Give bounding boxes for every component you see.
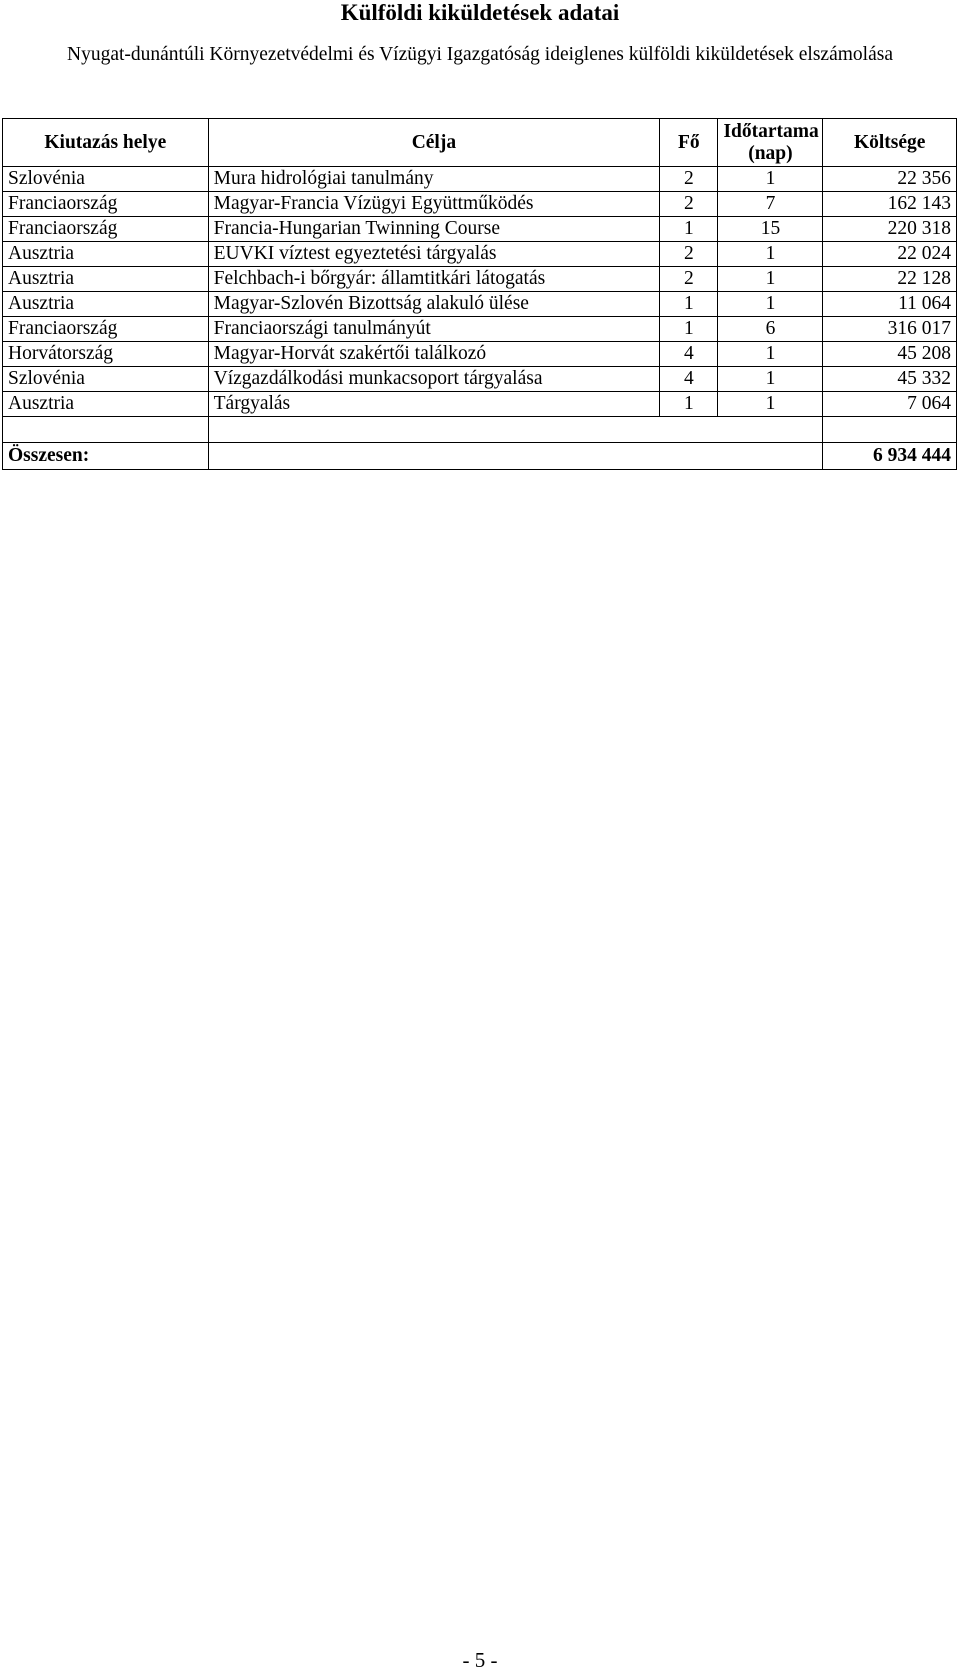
cell-purpose: Tárgyalás: [208, 392, 660, 417]
cell-cost: 220 318: [823, 217, 957, 242]
cell-people: 4: [660, 342, 718, 367]
cell-days: 7: [718, 192, 823, 217]
header-people: Fő: [660, 119, 718, 167]
cell-purpose: Magyar-Szlovén Bizottság alakuló ülése: [208, 292, 660, 317]
cell-cost: 22 356: [823, 167, 957, 192]
cell-cost: 45 332: [823, 367, 957, 392]
table-row: [3, 392, 957, 417]
blank-cell: [823, 417, 957, 443]
table-row: [3, 217, 957, 242]
cell-days: 1: [718, 367, 823, 392]
cell-people: 1: [660, 317, 718, 342]
cell-people: 1: [660, 217, 718, 242]
table-header-row: [3, 119, 957, 167]
table-row: [3, 242, 957, 267]
cell-purpose: Mura hidrológiai tanulmány: [208, 167, 660, 192]
cell-people: 4: [660, 367, 718, 392]
cell-purpose: Magyar-Horvát szakértői találkozó: [208, 342, 660, 367]
table-row: [3, 292, 957, 317]
table-row: [3, 342, 957, 367]
cell-place: Ausztria: [3, 292, 209, 317]
cell-purpose: Magyar-Francia Vízügyi Együttműködés: [208, 192, 660, 217]
cell-cost: 316 017: [823, 317, 957, 342]
cell-days: 1: [718, 292, 823, 317]
blank-cell: [3, 417, 209, 443]
cell-people: 2: [660, 167, 718, 192]
cell-place: Franciaország: [3, 192, 209, 217]
cell-people: 2: [660, 242, 718, 267]
cell-cost: 22 128: [823, 267, 957, 292]
cell-place: Horvátország: [3, 342, 209, 367]
page-title: Külföldi kiküldetések adatai: [340, 0, 620, 25]
table-row: [3, 317, 957, 342]
table-row: [3, 167, 957, 192]
cell-place: Ausztria: [3, 392, 209, 417]
header-days-line2: (nap): [748, 142, 793, 164]
total-cost: 6 934 444: [823, 443, 957, 470]
cell-days: 15: [718, 217, 823, 242]
cell-place: Franciaország: [3, 217, 209, 242]
cell-purpose: Franciaországi tanulmányút: [208, 317, 660, 342]
header-days-line1: Időtartama: [723, 120, 819, 142]
blank-cell: [208, 417, 823, 443]
header-place: Kiutazás helye: [3, 119, 209, 167]
cell-cost: 45 208: [823, 342, 957, 367]
cell-people: 2: [660, 267, 718, 292]
cell-days: 1: [718, 342, 823, 367]
cell-days: 1: [718, 167, 823, 192]
travel-expenses-table: [2, 118, 957, 470]
total-spacer: [208, 443, 823, 470]
table-row: [3, 267, 957, 292]
header-days: [718, 119, 823, 167]
cell-place: Szlovénia: [3, 367, 209, 392]
cell-place: Ausztria: [3, 242, 209, 267]
cell-purpose: EUVKI víztest egyeztetési tárgyalás: [208, 242, 660, 267]
cell-cost: 11 064: [823, 292, 957, 317]
cell-people: 1: [660, 392, 718, 417]
blank-row: [3, 417, 957, 443]
table-row: [3, 367, 957, 392]
table-row: [3, 192, 957, 217]
cell-days: 1: [718, 392, 823, 417]
header-cost: Költsége: [823, 119, 957, 167]
total-row: [3, 443, 957, 470]
cell-place: Ausztria: [3, 267, 209, 292]
cell-place: Szlovénia: [3, 167, 209, 192]
cell-people: 1: [660, 292, 718, 317]
page-subtitle: Nyugat-dunántúli Környezetvédelmi és Vízügyi Igazgatóság ideiglenes külföldi kiküldetések elszámolása: [67, 44, 893, 65]
cell-place: Franciaország: [3, 317, 209, 342]
cell-cost: 162 143: [823, 192, 957, 217]
cell-people: 2: [660, 192, 718, 217]
page-number: - 5 -: [462, 1648, 498, 1672]
cell-days: 6: [718, 317, 823, 342]
cell-cost: 22 024: [823, 242, 957, 267]
cell-cost: 7 064: [823, 392, 957, 417]
cell-purpose: Francia-Hungarian Twinning Course: [208, 217, 660, 242]
cell-days: 1: [718, 267, 823, 292]
header-purpose: Célja: [208, 119, 660, 167]
cell-purpose: Vízgazdálkodási munkacsoport tárgyalása: [208, 367, 660, 392]
cell-days: 1: [718, 242, 823, 267]
total-label: Összesen:: [3, 443, 209, 470]
cell-purpose: Felchbach-i bőrgyár: államtitkári látogatás: [208, 267, 660, 292]
